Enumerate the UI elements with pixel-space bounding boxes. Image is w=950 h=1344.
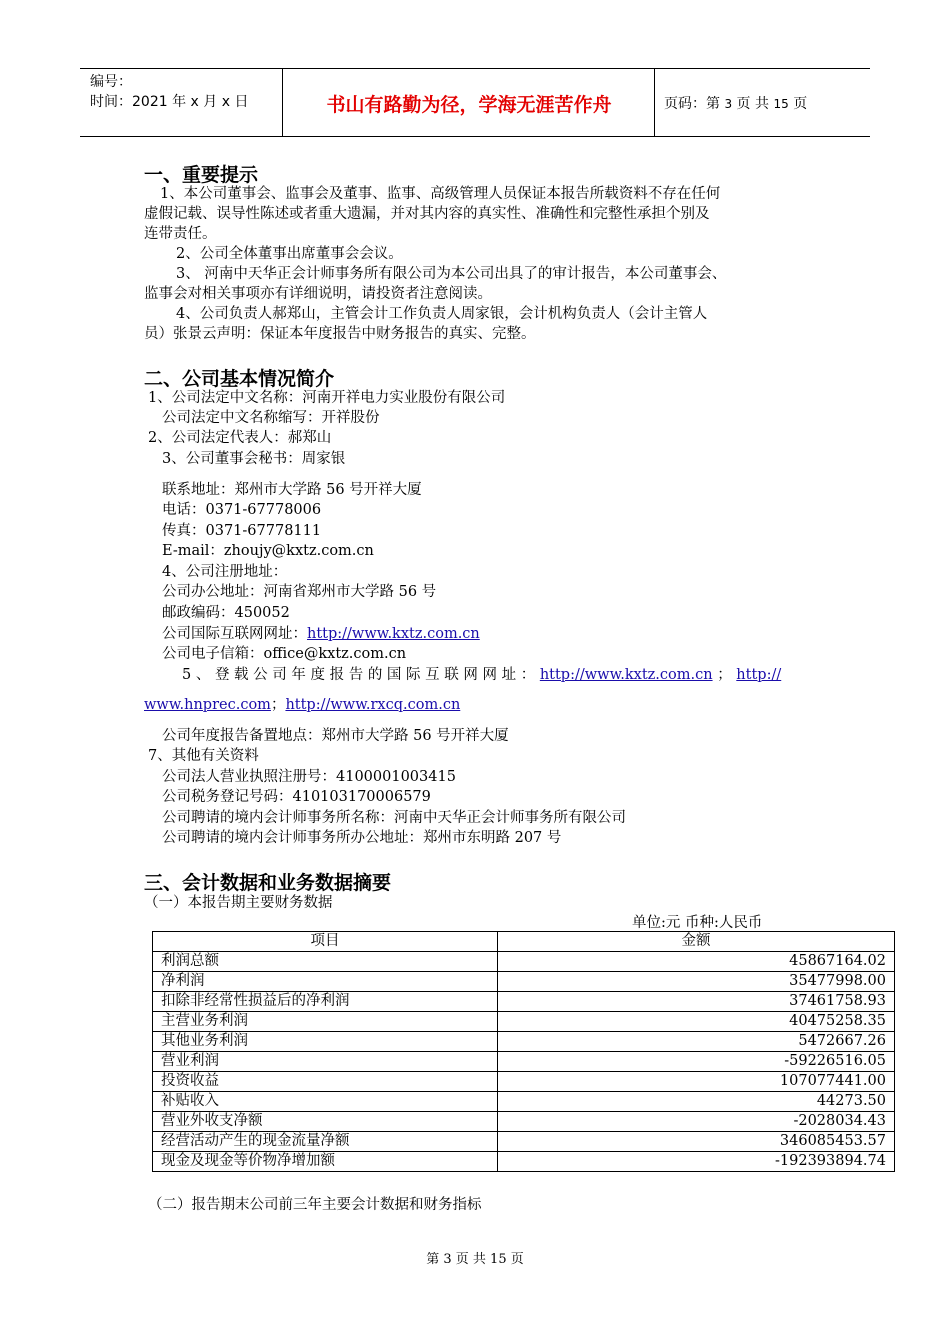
report-websites-line2 (144, 695, 460, 715)
section1-p4-line1: 4、公司负责人郝郑山，主管会计工作负责人周家银，会计机构负责人（会计主管人 (176, 306, 708, 322)
row-amount: -59226516.05 (498, 1052, 895, 1072)
section3-sub2: （二）报告期末公司前三年主要会计数据和财务指标 (148, 1197, 482, 1213)
board-secretary: 3、公司董事会秘书：周家银 (162, 451, 346, 467)
auditor-address: 公司聘请的境内会计师事务所办公地址：郑州市东明路 207 号 (162, 830, 562, 846)
row-amount: 44273.50 (498, 1092, 895, 1112)
row-item-label: 补贴收入 (153, 1092, 498, 1112)
company-short-name: 公司法定中文名称缩写：开祥股份 (162, 410, 380, 426)
section1-p4-line2: 员）张景云声明：保证本年度报告中财务报告的真实、完整。 (144, 326, 536, 342)
header-page-suffix: 页 (793, 96, 808, 112)
header-bottom-rule (80, 136, 870, 137)
report-link-kxtz[interactable]: http://www.kxtz.com.cn (539, 667, 713, 683)
row-amount: -2028034.43 (498, 1112, 895, 1132)
report-link-separator: ； (717, 667, 732, 683)
row-amount: 107077441.00 (498, 1072, 895, 1092)
table-row (153, 952, 895, 972)
table-row (153, 1152, 895, 1172)
section3-sub1: （一）本报告期主要财务数据 (144, 895, 333, 911)
column-header-item: 项目 (153, 932, 498, 952)
header-number: 编号： (90, 74, 132, 90)
legal-representative: 2、公司法定代表人：郝郑山 (148, 430, 332, 446)
report-link-hnprec-part1[interactable]: http:// (736, 667, 782, 683)
table-row (153, 992, 895, 1012)
unit-currency: 单位:元 币种:人民币 (632, 915, 763, 931)
section1-p3-line2: 监事会对相关事项亦有详细说明，请投资者注意阅读。 (144, 286, 492, 302)
table-row (153, 972, 895, 992)
row-amount: -192393894.74 (498, 1152, 895, 1172)
header-page-mid: 页 共 (736, 96, 769, 112)
section2-title: 二、公司基本情况简介 (144, 368, 335, 390)
report-link-separator-2: ； (270, 697, 286, 713)
header-page-prefix: 页码：第 (664, 96, 720, 112)
section1-p1-line1: 1、本公司董事会、监事会及董事、监事、高级管理人员保证本报告所载资料不存在任何 (160, 186, 721, 202)
row-item-label: 扣除非经常性损益后的净利润 (153, 992, 498, 1012)
auditor-name: 公司聘请的境内会计师事务所名称：河南中天华正会计师事务所有限公司 (162, 810, 626, 826)
row-item-label: 现金及现金等价物净增加额 (153, 1152, 498, 1172)
table-row (153, 1072, 895, 1092)
row-item-label: 利润总额 (153, 952, 498, 972)
other-info-heading: 7、其他有关资料 (148, 748, 259, 764)
office-address: 公司办公地址：河南省郑州市大学路 56 号 (162, 584, 437, 600)
report-location: 公司年度报告备置地点：郑州市大学路 56 号开祥大厦 (162, 728, 509, 744)
row-item-label: 营业外收支净额 (153, 1112, 498, 1132)
table-row (153, 1132, 895, 1152)
fax: 传真：0371-67778111 (162, 523, 322, 539)
section1-title: 一、重要提示 (144, 164, 259, 186)
section1-p1-line3: 连带责任。 (144, 226, 217, 242)
column-header-amount: 金额 (498, 932, 895, 952)
email: E-mail：zhoujy@kxtz.com.cn (162, 543, 374, 559)
table-row (153, 1052, 895, 1072)
section3-title: 三、会计数据和业务数据摘要 (144, 872, 392, 894)
table-row (153, 1012, 895, 1032)
header-page-total: 15 (773, 97, 789, 111)
company-email: 公司电子信箱：office@kxtz.com.cn (162, 646, 407, 662)
registered-address: 4、公司注册地址： (162, 564, 288, 580)
table-row (153, 1092, 895, 1112)
header-page-num: 3 (724, 97, 733, 111)
header-divider-right (654, 68, 655, 136)
contact-address: 联系地址：郑州市大学路 56 号开祥大厦 (162, 482, 422, 498)
page-footer: 第 3 页 共 15 页 (426, 1252, 524, 1267)
report-websites-line1 (182, 665, 781, 685)
financial-data-table (152, 931, 895, 1172)
section1-p2: 2、公司全体董事出席董事会会议。 (176, 246, 403, 262)
row-amount: 45867164.02 (498, 952, 895, 972)
row-item-label: 主营业务利润 (153, 1012, 498, 1032)
header-top-rule (80, 68, 870, 69)
row-item-label: 其他业务利润 (153, 1032, 498, 1052)
row-amount: 5472667.26 (498, 1032, 895, 1052)
company-name: 1、公司法定中文名称：河南开祥电力实业股份有限公司 (148, 390, 506, 406)
table-row (153, 1112, 895, 1132)
row-item-label: 净利润 (153, 972, 498, 992)
row-item-label: 经营活动产生的现金流量净额 (153, 1132, 498, 1152)
row-amount: 35477998.00 (498, 972, 895, 992)
website-line (162, 624, 480, 644)
website-link[interactable]: http://www.kxtz.com.cn (307, 626, 480, 642)
header-divider-left (282, 68, 283, 136)
row-amount: 37461758.93 (498, 992, 895, 1012)
report-link-rxcq[interactable]: http://www.rxcq.com.cn (285, 697, 461, 713)
postal-code: 邮政编码：450052 (162, 605, 290, 621)
row-item-label: 投资收益 (153, 1072, 498, 1092)
table-header-row (153, 932, 895, 952)
row-item-label: 营业利润 (153, 1052, 498, 1072)
website-label: 公司国际互联网网址： (162, 626, 307, 642)
header-motto: 书山有路勤为径，学海无涯苦作舟 (326, 94, 612, 116)
section1-p3-line1: 3、 河南中天华正会计师事务所有限公司为本公司出具了的审计报告，本公司董事会、 (176, 266, 727, 282)
report-link-hnprec-part2[interactable]: www.hnprec.com (144, 697, 271, 713)
report-websites-label: 5 、 登 载 公 司 年 度 报 告 的 国 际 互 联 网 网 址 ： (182, 667, 536, 683)
phone: 电话：0371-67778006 (162, 502, 322, 518)
row-amount: 40475258.35 (498, 1012, 895, 1032)
section1-p1-line2: 虚假记载、误导性陈述或者重大遗漏，并对其内容的真实性、准确性和完整性承担个别及 (144, 206, 710, 222)
tax-registration: 公司税务登记号码：410103170006579 (162, 789, 431, 805)
header-meta (90, 72, 248, 112)
row-amount: 346085453.57 (498, 1132, 895, 1152)
business-license: 公司法人营业执照注册号：4100001003415 (162, 769, 456, 785)
header-page-info (664, 93, 807, 113)
table-row (153, 1032, 895, 1052)
header-time: 时间：2021 年 x 月 x 日 (90, 94, 249, 110)
